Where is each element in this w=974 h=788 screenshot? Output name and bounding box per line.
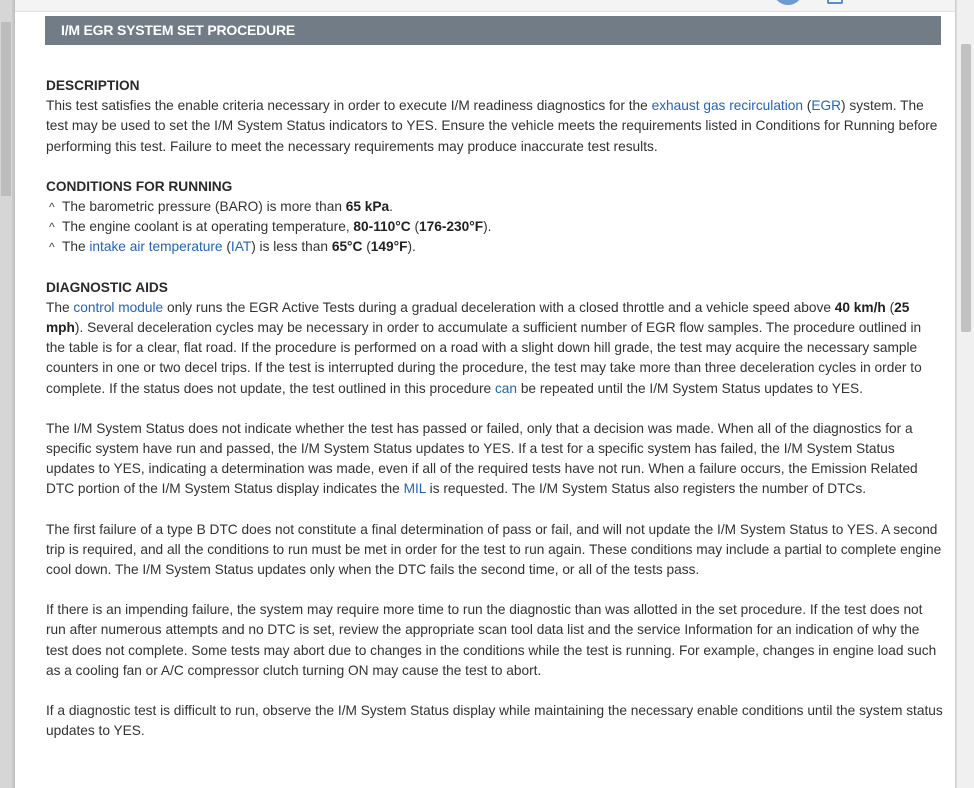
page-title: I/M EGR SYSTEM SET PROCEDURE [45,16,941,45]
description-text [46,96,943,157]
text: ( [222,239,231,255]
value: 25 mph [46,299,910,336]
text: is requested. The I/M System Status also registers the number of DTCs. [425,481,867,497]
list-item [46,217,943,237]
diagnostic-aids-heading: DIAGNOSTIC AIDS [46,279,168,295]
egr-link[interactable]: EGR [811,98,842,114]
toolbar [15,0,955,12]
iat-link[interactable]: IAT [230,239,252,255]
outer-scrollbar-thumb[interactable] [1,22,11,196]
text: ( [885,299,895,315]
value: 149°F [370,239,408,255]
value: 65°C [331,239,363,255]
diagnostic-aids-paragraph-5: If a diagnostic test is difficult to run, observe the I/M System Status display while maintaining the necessary enable conditions until the system status updates to YES. [46,703,943,739]
value: 80-110°C [353,219,411,235]
conditions-heading: CONDITIONS FOR RUNNING [46,178,233,194]
text: The [46,299,74,315]
text: ). Several deceleration cycles may be necessary in order to accumulate a sufficient number of EGR flow samples. The procedure outlined in the table is for a clear, flat road. If the procedure is performed on a road with a slight down hill grade, the test may acquire the necessary sample counters in one or two decel trips. If the test is interrupted during the procedure, the test may take more than three deceleration cycles in order to complete. If the status does not update, the test outlined in this procedure [46,320,922,396]
procedure-content [46,76,943,741]
user-avatar-icon[interactable] [773,0,803,5]
list-item [46,197,943,217]
diagnostic-aids-paragraph-4: If there is an impending failure, the system may require more time to run the diagnostic than was allotted in the set procedure. If the test does not run after numerous attempts and no DTC is set, review the appropriate scan tool data list and the service Information for an indication of why the test does not complete. Some tests may abort due to changes in the conditions while the test is running. For example, changes in engine load such as a cooling fan or A/C compressor clutch turning ON may cause the test to abort. [46,602,937,678]
text: ( [803,98,812,114]
text: ). [407,239,416,255]
caret-icon: ^ [49,200,55,215]
control-module-link[interactable]: control module [73,299,164,315]
value: 40 km/h [834,299,886,315]
text: ( [410,219,420,235]
list-item [46,237,943,257]
conditions-list [46,197,943,258]
text: ). [483,219,492,235]
caret-icon: ^ [49,240,55,255]
page-scrollbar[interactable] [956,0,974,788]
text: The [62,239,90,255]
caret-icon: ^ [49,220,55,235]
text: The barometric pressure (BARO) is more than [62,199,346,215]
intake-air-temperature-link[interactable]: intake air temperature [89,239,223,255]
text: ( [362,239,371,255]
text: only runs the EGR Active Tests during a gradual deceleration with a closed throttle and a vehicle speed above [163,299,835,315]
document-panel [14,0,956,788]
diagnostic-aids-paragraph-3: The first failure of a type B DTC does not constitute a final determination of pass or fail, and will not update the I/M System Status to YES. A second trip is required, and all the conditions to run must be met in order for the test to run again. These conditions may include a partial to complete engine cool down. The I/M System Status updates only when the DTC fails the second time, or all of the tests pass. [46,521,942,578]
outer-scrollbar[interactable] [0,0,12,788]
value: 65 kPa [345,199,390,215]
text: The engine coolant is at operating temperature, [62,219,354,235]
text: ) system. The test may be used to set the I/M System Status indicators to YES. Ensure the vehicle meets the requirements listed in Conditions for Running before performing this test. Failure to meet the necessary requirements may produce inaccurate test results. [46,98,938,154]
can-link[interactable]: can [494,380,518,396]
description-heading: DESCRIPTION [46,78,140,93]
text: The I/M System Status does not indicate whether the test has passed or failed, only that a decision was made. When all of the diagnostics for a specific system have run and passed, the I/M System Status updates to YES. If a test for a specific system has failed, the I/M System Status updates to YES, indicating a determination was made, even if all of the required tests have not run. When a failure occurs, the Emission Related DTC portion of the I/M System Status display indicates the [46,420,918,497]
text: ) is less than [251,239,332,255]
document-icon[interactable] [827,0,843,4]
text: . [389,199,393,215]
egr-long-link[interactable]: exhaust gas recirculation [651,98,803,114]
value: 176-230°F [419,219,484,235]
text: be repeated until the I/M System Status updates to YES. [517,380,863,396]
diagnostic-aids-paragraph-1 [46,298,943,399]
mil-link[interactable]: MIL [403,481,426,497]
page-scrollbar-thumb[interactable] [961,44,971,332]
diagnostic-aids-paragraph-2 [46,419,943,500]
text: This test satisfies the enable criteria necessary in order to execute I/M readiness diagnostics for the [46,98,652,114]
